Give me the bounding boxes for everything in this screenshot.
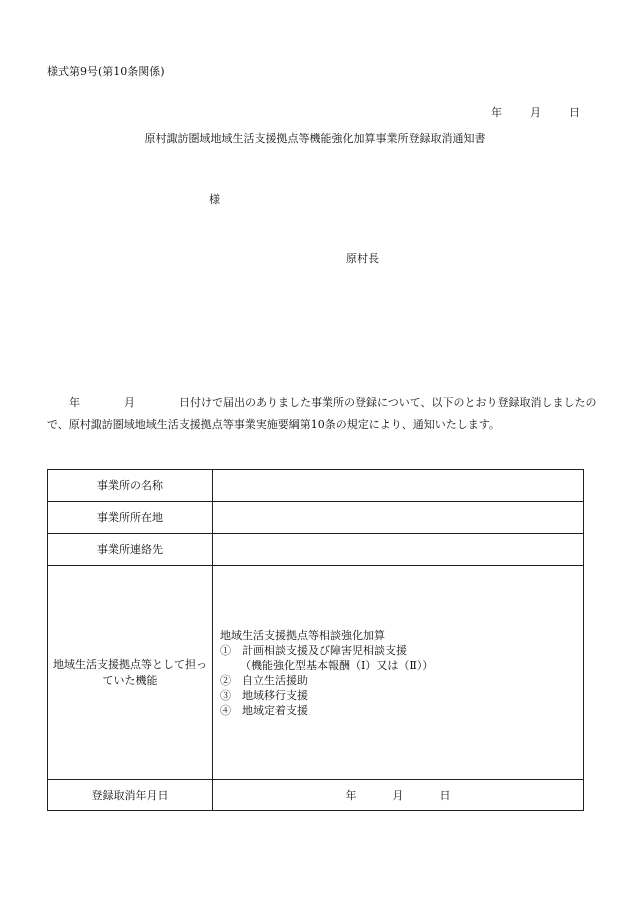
function-item-4: ④ 地域定着支援: [220, 703, 308, 717]
function-item-2: ② 自立生活援助: [220, 673, 308, 687]
business-name-value: [213, 470, 584, 502]
date-year: 年: [491, 106, 502, 119]
registration-info-table: [47, 469, 584, 811]
function-label-line-2: ていた機能: [102, 673, 158, 687]
cancel-date-label: 登録取消年月日: [48, 780, 213, 811]
body-day-text: 日付けで届出のありました事業所の登録について、以下のとおり登録取消しましたの: [179, 396, 597, 409]
table-row: [48, 502, 584, 534]
function-list: [213, 566, 584, 780]
function-heading: 地域生活支援拠点等相談強化加算: [220, 628, 385, 642]
body-year: 年: [69, 396, 80, 409]
document-title: 原村諏訪圏域地域生活支援拠点等機能強化加算事業所登録取消通知書: [144, 132, 486, 145]
date-month: 月: [530, 106, 541, 119]
cancel-month: 月: [392, 788, 404, 802]
body-month: 月: [124, 396, 135, 409]
table-row: [48, 534, 584, 566]
cancel-year: 年: [345, 788, 357, 802]
function-label: [48, 566, 213, 780]
date-day: 日: [569, 106, 580, 119]
form-number: 様式第9号(第10条関係): [47, 65, 165, 78]
body-line-1: [47, 392, 597, 414]
function-item-1-note: （機能強化型基本報酬（Ⅰ）又は（Ⅱ））: [240, 658, 434, 672]
cancel-date-value: [213, 780, 584, 811]
business-contact-label: 事業所連絡先: [48, 534, 213, 566]
function-label-line-1: 地域生活支援拠点等として担っ: [53, 657, 207, 671]
function-item-1: ① 計画相談支援及び障害児相談支援: [220, 643, 407, 657]
table-row: [48, 470, 584, 502]
table-row: [48, 780, 584, 811]
business-name-label: 事業所の名称: [48, 470, 213, 502]
business-address-value: [213, 502, 584, 534]
body-line-2: で、原村諏訪圏域地域生活支援拠点等事業実施要綱第10条の規定により、通知いたします。: [47, 418, 500, 431]
notice-body: [47, 392, 597, 436]
issue-date-line: [491, 107, 580, 118]
sender-name: 原村長: [346, 252, 379, 265]
business-contact-value: [213, 534, 584, 566]
table-row: [48, 566, 584, 780]
business-address-label: 事業所所在地: [48, 502, 213, 534]
recipient-honorific: 様: [209, 193, 220, 206]
function-item-3: ③ 地域移行支援: [220, 688, 308, 702]
cancel-day: 日: [439, 788, 451, 802]
